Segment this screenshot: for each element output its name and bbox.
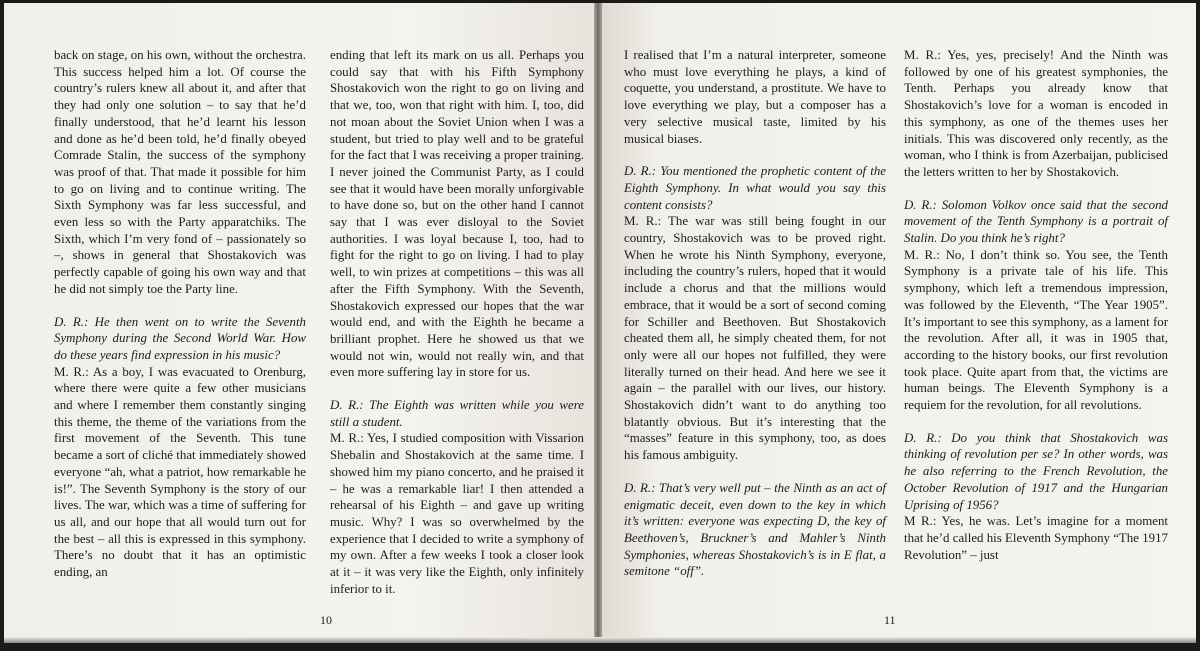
interview-question: D. R.: That’s very well put – the Ninth as an act of enigmatic deceit, even down to the key in which it’s written: everyone was expecting D, the key of Beethoven’s, Bruckner’s and Mahler’s Ninth Symphonies, whereas Shostakovich’s is in E flat, a semitone “off”. [624, 480, 886, 579]
page-number-right: 11 [884, 613, 896, 627]
paragraph: M. R.: Yes, I studied composition with Vissarion Shebalin and Shostakovich at the same time. I showed him my piano concerto, and he praised it – he was a remarkable liar! I then attended a rehearsal of his Eighth – and gave up writing music. Why? I was so overwhelmed by the experience that I decided to write a symphony of my own. After a few weeks I took a closer look at it – it was very like the Eighth, only infinitely inferior to it. [330, 431, 584, 596]
right-column-2 [904, 47, 1168, 563]
paragraph: ending that left its mark on us all. Perhaps you could say that with his Fifth Symphony Shostakovich won the right to go on living and that we, too, won that right with him. I, too, did not moan about the Soviet Union when I was a student, but tried to play well and to be grateful for the fact that I was receiving a proper training. I never joined the Communist Party, as I could see that it would have been morally unforgivable to have done so, but on the other hand I cannot say that I was ever disloyal to the Soviet authorities. I was loyal because I, too, had to fight for the right to go on living. I had to play well, to win prizes at competitions – this was all after the Fifth Symphony. With the Seventh, Shostakovich expressed our hopes that the war would end, and with the Eighth he became a brilliant prophet. Here he showed us that we would not win, would not really win, and that even more suffering lay in store for us. [330, 48, 584, 380]
book-gutter [594, 3, 602, 643]
paragraph: M. R.: No, I don’t think so. You see, the Tenth Symphony is a private tale of his life. This symphony, which left a tremendous impression, was followed by the Eleventh, “The Year 1905”. It’s important to see this symphony, as a lament for the revolution. After all, it was in 1905 that, according to the history books, our first revolution took place. Quite apart from that, the victims are human beings. The Eleventh Symphony is a requiem for the revolution, for all revolutions. [904, 247, 1168, 413]
interview-question: D. R.: Solomon Volkov once said that the second movement of the Tenth Symphony is a portrait of Stalin. Do you think he’s right? [904, 197, 1168, 246]
right-page [602, 3, 1196, 643]
interview-question: D. R.: He then went on to write the Seventh Symphony during the Second World War. How do these years find expression in his music? [54, 314, 306, 362]
left-column-2 [330, 47, 584, 598]
paragraph: M. R.: The war was still being fought in our country, Shostakovich was to be proved right. When he wrote his Ninth Symphony, everyone, including the country’s rulers, hoped that it would include a chorus and that the millions would embrace, that it would be a sort of second coming for Schiller and Beethoven. But Shostakovich cheated them all, he simply cheated them, for not only were all our hopes not fulfilled, they were literally turned on their head. And here we see it again – the parallel with our lives, our history. Shostakovich didn’t want to do anything too blatantly obvious. But it’s interesting that the “masses” feature in this symphony, too, as does his famous ambiguity. [624, 214, 886, 463]
page-number-left: 10 [320, 613, 332, 627]
right-column-1 [624, 47, 886, 580]
paragraph: I realised that I’m a natural interpreter, someone who must love everything he plays, a kind of coquette, you understand, a prostitute. We have to love everything we play, but a composer has a very selective musical taste, limited by his musical biases. [624, 48, 886, 146]
interview-question: D. R.: The Eighth was written while you were still a student. [330, 398, 584, 429]
paragraph: M R.: Yes, he was. Let’s imagine for a moment that he’d called his Eleventh Symphony “The 1917 Revolution” – just [904, 514, 1168, 562]
paragraph: M. R.: Yes, yes, precisely! And the Ninth was followed by one of his greatest symphonies, the Tenth. Perhaps you already know that Shostakovich’s love for a woman is encoded in this symphony, as one of the themes uses her initials. This was discovered only recently, as the woman, who I think is from Azerbaijan, publicised the letters written to her by Shostakovich. [904, 48, 1168, 179]
left-page [4, 3, 594, 643]
interview-question: D. R.: Do you think that Shostakovich was thinking of revolution per se? In other words, was he also referring to the French Revolution, the October Revolution of 1917 and the Hungarian Uprising of 1956? [904, 430, 1168, 512]
left-column-1 [54, 47, 306, 581]
interview-question: D. R.: You mentioned the prophetic content of the Eighth Symphony. In what would you say this content consists? [624, 164, 886, 212]
paragraph: back on stage, on his own, without the orchestra. This success helped him a lot. Of course the country’s rulers knew all about it, and after that they had only one solution – to say that he’d finally understood, that he’d learnt his lesson and done as he’d been told, he’d finally obeyed Comrade Stalin, the success of the symphony was proof of that. That made it possible for him to go on living and to continue writing. The Sixth Symphony was far less successful, and even less so with the Party apparatchiks. The Sixth, which I’m very fond of – passionately so –, shows in general that Shostakovich was perfectly capable of going his own way and that he did not simply toe the Party line. [54, 48, 306, 296]
booklet-spread [4, 3, 1196, 643]
page-bottom-edge [4, 637, 1196, 643]
paragraph: M. R.: As a boy, I was evacuated to Orenburg, where there were quite a few other musicians and where I remember them constantly singing this theme, the theme of the variations from the first movement of the Seventh. This tune became a sort of cliché that immediately showed everyone “ah, what a patriot, how remarkable he is!”. The Seventh Symphony is the story of our lives. The war, which was a time of suffering for us all, and our hope that all would turn out for the best – all this is expressed in this symphony. There’s no doubt that it has an optimistic ending, an [54, 364, 306, 580]
